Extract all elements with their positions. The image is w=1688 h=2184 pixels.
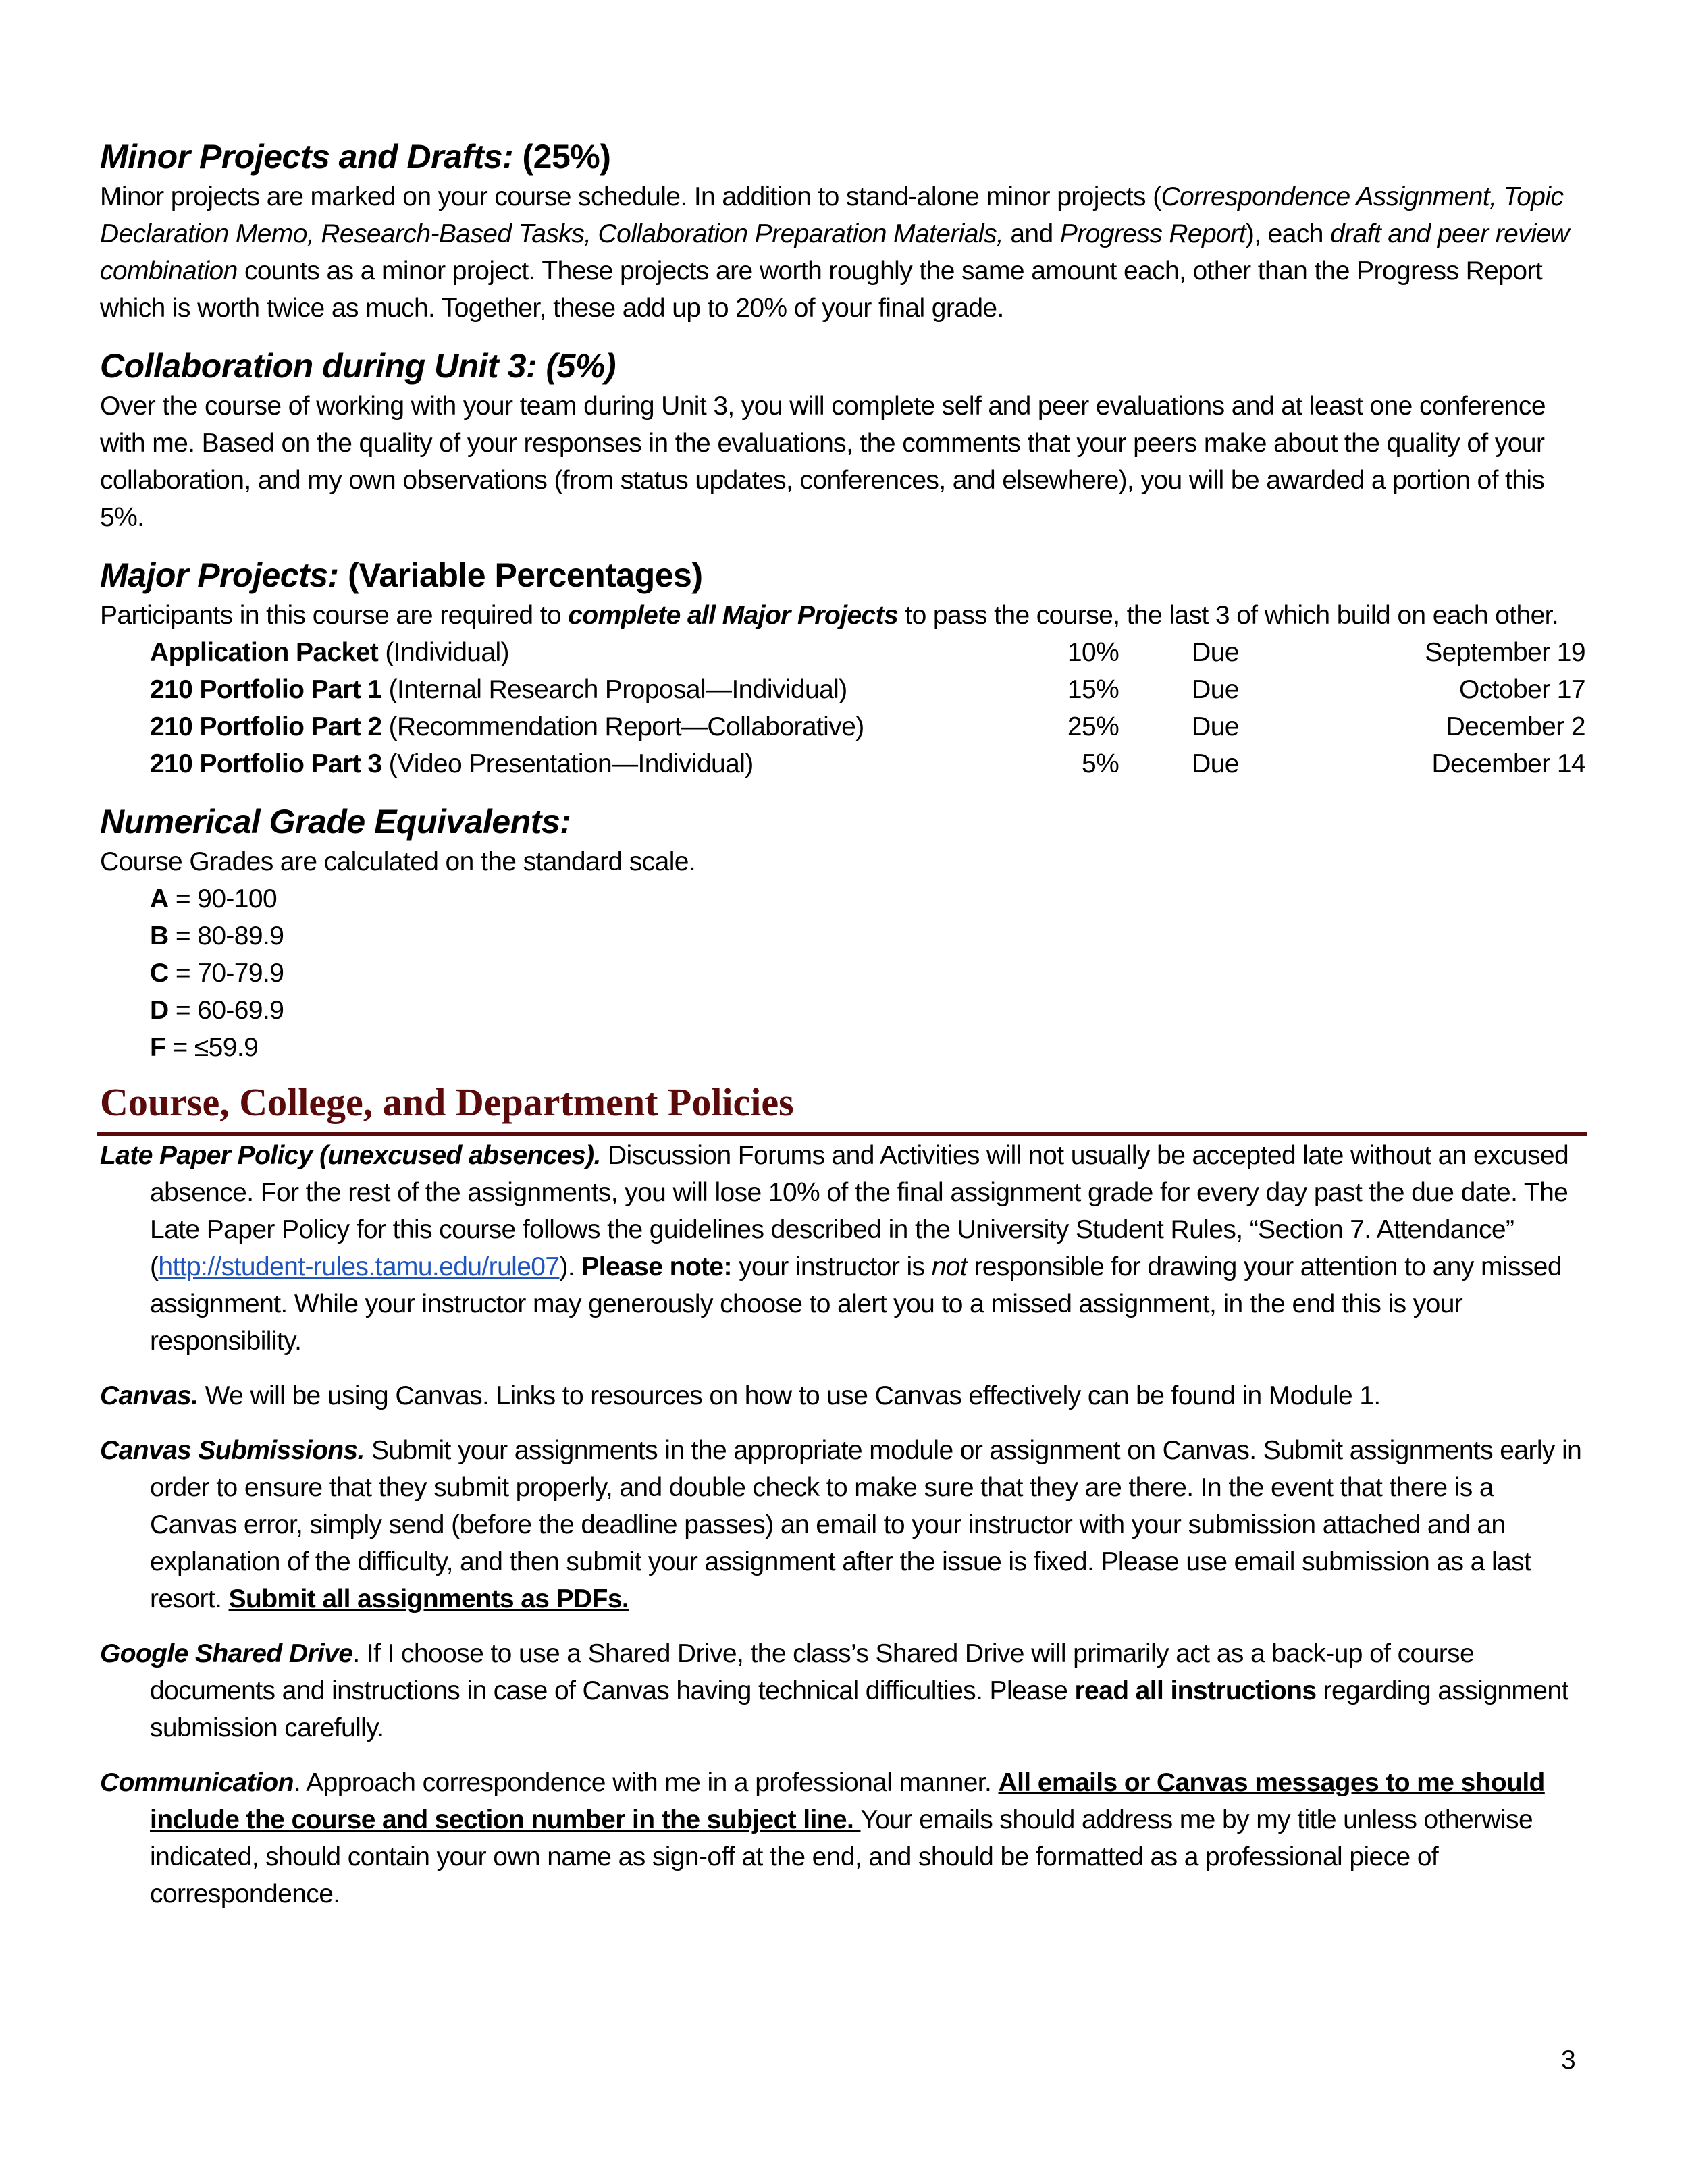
canvas-submissions-policy xyxy=(100,1432,1585,1618)
major-projects-heading-text: Major Projects: xyxy=(100,556,339,594)
project-desc: (Recommendation Report—Collaborative) xyxy=(381,712,864,741)
minor-projects-heading-pct: (25%) xyxy=(513,138,611,176)
grade-equivalents-heading: Numerical Grade Equivalents: xyxy=(100,803,571,841)
late-paper-policy xyxy=(100,1137,1585,1360)
project-desc: (Internal Research Proposal—Individual) xyxy=(381,675,847,704)
grade-letter: B xyxy=(150,922,169,951)
text-run-italic: draft and peer review combination xyxy=(100,219,1569,286)
grade-range: = 90-100 xyxy=(168,884,278,913)
text-run: and xyxy=(1003,219,1060,248)
project-name: 210 Portfolio Part 1 xyxy=(150,675,382,704)
policy-lead: Google Shared Drive xyxy=(100,1639,353,1668)
project-percentage: 5% xyxy=(1081,749,1119,778)
google-shared-drive-policy xyxy=(100,1635,1585,1747)
project-name: 210 Portfolio Part 3 xyxy=(150,749,382,778)
text-run: responsible for drawing your attention to any missed assignment. While your instructor may generously choose to alert you to a missed assignment, in the end this is your responsibility. xyxy=(150,1252,1562,1356)
collaboration-heading: Collaboration during Unit 3: (5%) xyxy=(100,347,616,385)
policy-lead: Canvas Submissions. xyxy=(100,1436,365,1465)
text-run-italic: Progress Report xyxy=(1059,219,1246,248)
text-run: regarding assignment submission carefully. xyxy=(150,1676,1568,1742)
text-run-bold-underline: Submit all assignments as PDFs. xyxy=(228,1584,629,1614)
grade-scale-list xyxy=(100,880,1585,1066)
text-run-italic: not xyxy=(931,1252,968,1281)
grade-letter: D xyxy=(150,996,169,1025)
collaboration-section xyxy=(100,344,1585,536)
grade-scale-item xyxy=(150,880,1585,917)
page-number: 3 xyxy=(1561,2046,1576,2075)
grade-range: = 60-69.9 xyxy=(168,996,284,1025)
minor-projects-heading xyxy=(100,135,1585,178)
project-due-label: Due xyxy=(1192,638,1239,667)
grade-letter: F xyxy=(150,1033,166,1062)
collaboration-body: Over the course of working with your team during Unit 3, you will complete self and peer evaluations and at least one conference with me. Based on the quality of your responses in the evaluations, the comments that your peers make about the quality of your collaboration, and my own observations (from status updates, conferences, and elsewhere), you will be awarded a portion of this 5%. xyxy=(100,392,1546,532)
project-row xyxy=(150,708,1585,745)
text-run: your instructor is xyxy=(731,1252,932,1281)
text-run-bold-underline: All emails or Canvas messages to me should include the course and section number in the subject line. xyxy=(150,1768,1545,1834)
project-name-cell xyxy=(150,708,1032,745)
grade-equivalents-section xyxy=(100,800,1585,1066)
project-name: 210 Portfolio Part 2 xyxy=(150,712,382,741)
grade-letter: C xyxy=(150,959,169,988)
canvas-policy xyxy=(100,1377,1585,1414)
project-name-cell xyxy=(150,671,1032,708)
text-run: . Approach correspondence with me in a professional manner. xyxy=(293,1768,999,1797)
project-name-cell xyxy=(150,745,1032,782)
text-run: . If I choose to use a Shared Drive, the class’s Shared Drive will primarily act as a back-up of course documents and instructions in case of Canvas having technical difficulties. Please xyxy=(150,1639,1475,1705)
text-run: Submit your assignments in the appropriate module or assignment on Canvas. Submit assignments early in order to ensure that they submit properly, and double check to make sure that they are there. In the event that there is a Canvas error, simply send (before the deadline passes) an email to your instructor with your submission attached and an explanation of the difficulty, and then submit your assignment after the issue is fixed. Please use email submission as a last resort. xyxy=(150,1436,1582,1614)
text-run: Discussion Forums and Activities will not usually be accepted late without an excused absence. For the rest of the assignments, you will lose 10% of the final assignment grade for every day past the due date. The Late Paper Policy for this course follows the guidelines described in the University Student Rules, “Section 7. Attendance” ( xyxy=(150,1141,1569,1281)
grade-equivalents-intro: Course Grades are calculated on the standard scale. xyxy=(100,847,696,876)
project-due-label: Due xyxy=(1192,712,1239,741)
policies-heading: Course, College, and Department Policies xyxy=(100,1080,794,1124)
minor-projects-section xyxy=(100,135,1585,327)
policies-divider xyxy=(97,1132,1587,1136)
project-name-cell xyxy=(150,634,1032,671)
grade-range: = 70-79.9 xyxy=(168,959,284,988)
text-run: to pass the course, the last 3 of which build on each other. xyxy=(898,601,1559,630)
grade-scale-item xyxy=(150,917,1585,955)
major-projects-table xyxy=(100,634,1585,782)
grade-letter: A xyxy=(150,884,169,913)
project-desc: (Video Presentation—Individual) xyxy=(381,749,754,778)
project-due-date: December 14 xyxy=(1431,749,1585,778)
project-percentage: 15% xyxy=(1067,675,1119,704)
policy-lead: Late Paper Policy (unexcused absences). xyxy=(100,1141,601,1170)
project-due-label: Due xyxy=(1192,675,1239,704)
text-run: counts as a minor project. These projects are worth roughly the same amount each, other than the Progress Report which is worth twice as much. Together, these add up to 20% of your final grade. xyxy=(100,257,1543,323)
grade-scale-item xyxy=(150,992,1585,1029)
text-run: Your emails should address me by my title unless otherwise indicated, should contain your own name as sign-off at the end, and should be formatted as a professional piece of correspondence. xyxy=(150,1805,1533,1909)
minor-projects-body xyxy=(100,178,1585,327)
policy-lead: Communication xyxy=(100,1768,294,1797)
text-run: ), each xyxy=(1245,219,1331,248)
text-run: Participants in this course are required to xyxy=(100,601,569,630)
policy-lead: Canvas. xyxy=(100,1381,199,1410)
project-name: Application Packet xyxy=(150,638,379,667)
text-run: ). xyxy=(559,1252,582,1281)
document-page xyxy=(100,135,1585,1930)
text-run: We will be using Canvas. Links to resources on how to use Canvas effectively can be found in Module 1. xyxy=(198,1381,1381,1410)
grade-scale-item xyxy=(150,955,1585,992)
project-due-date: October 17 xyxy=(1459,675,1585,704)
major-projects-heading xyxy=(100,554,1585,597)
major-projects-intro xyxy=(100,597,1585,634)
project-row xyxy=(150,671,1585,708)
communication-policy xyxy=(100,1764,1585,1913)
text-run-bold: read all instructions xyxy=(1074,1676,1317,1705)
minor-projects-heading-text: Minor Projects and Drafts: xyxy=(100,138,514,176)
text-run-bold-italic: complete all Major Projects xyxy=(568,601,899,630)
project-row xyxy=(150,634,1585,671)
grade-range: = 80-89.9 xyxy=(168,922,284,951)
grade-scale-item xyxy=(150,1029,1585,1066)
project-due-date: September 19 xyxy=(1425,638,1585,667)
student-rules-link[interactable]: http://student-rules.tamu.edu/rule07 xyxy=(158,1252,560,1281)
project-row xyxy=(150,745,1585,782)
text-run-italic: Correspondence Assignment, Topic Declaration Memo, Research-Based Tasks, Collaboration Preparation Materials, xyxy=(100,182,1564,248)
project-percentage: 10% xyxy=(1067,638,1119,667)
project-due-label: Due xyxy=(1192,749,1239,778)
project-due-date: December 2 xyxy=(1446,712,1585,741)
text-run: Minor projects are marked on your course schedule. In addition to stand-alone minor projects ( xyxy=(100,182,1161,211)
major-projects-heading-rest: (Variable Percentages) xyxy=(338,556,703,594)
project-desc: (Individual) xyxy=(378,638,509,667)
text-run-bold: Please note: xyxy=(581,1252,732,1281)
project-percentage: 25% xyxy=(1067,712,1119,741)
grade-range: = ≤59.9 xyxy=(165,1033,259,1062)
major-projects-section xyxy=(100,554,1585,782)
